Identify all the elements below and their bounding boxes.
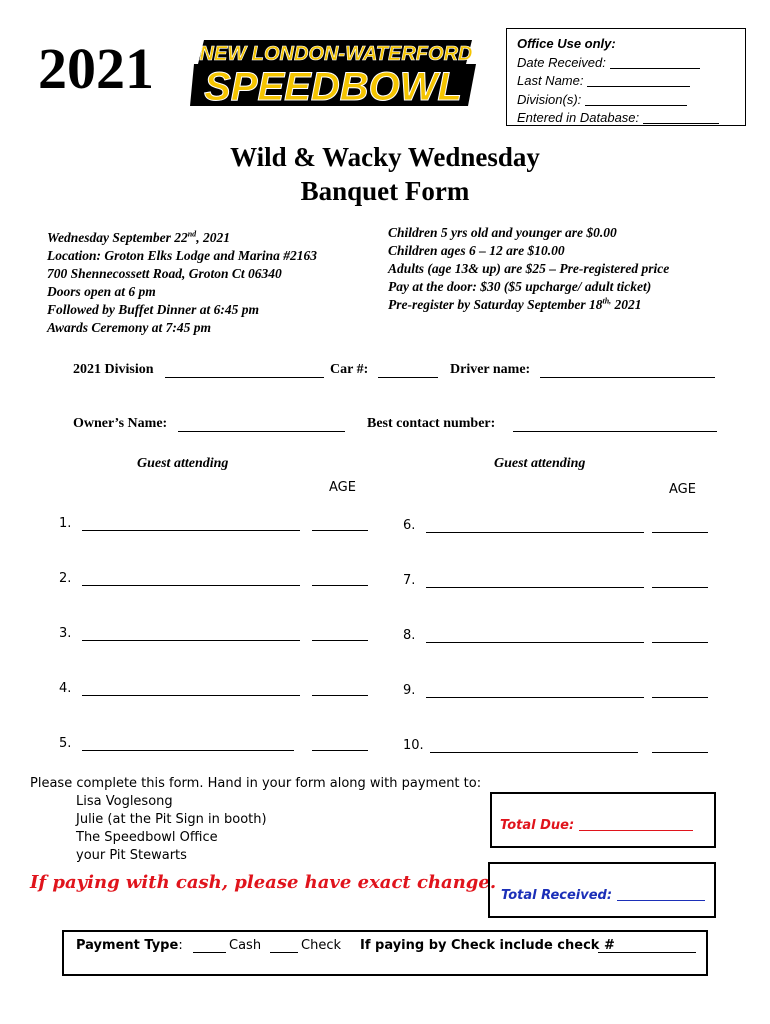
payment-type-label: Payment Type bbox=[76, 938, 179, 953]
entered-label: Entered in Database: bbox=[517, 110, 640, 125]
guest-name-field[interactable] bbox=[426, 642, 644, 643]
last-name-row bbox=[517, 72, 735, 91]
recipient: The Speedbowl Office bbox=[76, 830, 218, 845]
event-date-sup: nd bbox=[187, 229, 197, 239]
price-children: Children ages 6 – 12 are $10.00 bbox=[388, 243, 565, 258]
form-year: 2021 bbox=[38, 36, 154, 101]
event-date-text: Wednesday September 22 bbox=[47, 230, 188, 245]
guest-name-field[interactable] bbox=[82, 530, 300, 531]
guest-age-field[interactable] bbox=[312, 695, 368, 696]
cash-note: If paying with cash, please have exact change. bbox=[30, 872, 497, 893]
last-name-label: Last Name: bbox=[517, 73, 584, 88]
total-due-label: Total Due: bbox=[500, 818, 575, 833]
prereg-sup: th, bbox=[602, 296, 612, 306]
instructions bbox=[30, 775, 481, 865]
guest-name-field[interactable] bbox=[82, 585, 300, 586]
car-field[interactable] bbox=[378, 377, 438, 378]
divisions-row bbox=[517, 91, 735, 110]
logo-line2: SPEEDBOWL bbox=[204, 65, 462, 108]
pricing-info bbox=[388, 224, 669, 314]
guest-age-field[interactable] bbox=[652, 587, 708, 588]
guest-number: 7. bbox=[403, 573, 416, 588]
guest-age-field[interactable] bbox=[312, 640, 368, 641]
total-received-label: Total Received: bbox=[501, 888, 613, 903]
guest-number: 6. bbox=[403, 518, 416, 533]
division-label: 2021 Division bbox=[73, 362, 154, 377]
check-number-field[interactable] bbox=[598, 952, 696, 953]
age-heading-left: AGE bbox=[329, 480, 356, 495]
check-option: Check bbox=[301, 938, 341, 953]
guest-age-field[interactable] bbox=[652, 642, 708, 643]
guest-number: 2. bbox=[59, 571, 72, 586]
instructions-intro: Please complete this form. Hand in your form along with payment to: bbox=[30, 776, 482, 791]
price-children-young: Children 5 yrs old and younger are $0.00 bbox=[388, 225, 617, 240]
event-info bbox=[47, 229, 317, 337]
guest-age-field[interactable] bbox=[312, 530, 368, 531]
driver-label: Driver name: bbox=[450, 362, 531, 377]
preregister-deadline bbox=[388, 296, 669, 314]
entered-row bbox=[517, 109, 735, 128]
total-received-field[interactable] bbox=[617, 900, 705, 901]
title-line1: Wild & Wacky Wednesday bbox=[230, 142, 540, 172]
guest-age-field[interactable] bbox=[652, 697, 708, 698]
event-dinner: Followed by Buffet Dinner at 6:45 pm bbox=[47, 302, 260, 317]
total-due-row bbox=[500, 818, 693, 833]
title-line2: Banquet Form bbox=[300, 176, 470, 206]
check-number-label: If paying by Check include check # bbox=[360, 938, 615, 953]
guest-number: 5. bbox=[59, 736, 72, 751]
guest-number: 4. bbox=[59, 681, 72, 696]
price-door: Pay at the door: $30 ($5 upcharge/ adult ticket) bbox=[388, 279, 652, 294]
guest-age-field[interactable] bbox=[652, 752, 708, 753]
guest-name-field[interactable] bbox=[426, 697, 644, 698]
event-awards: Awards Ceremony at 7:45 pm bbox=[47, 320, 212, 335]
event-address: 700 Shennecossett Road, Groton Ct 06340 bbox=[47, 266, 282, 281]
owner-label: Owner’s Name: bbox=[73, 416, 168, 431]
guest-name-field[interactable] bbox=[82, 695, 300, 696]
prereg-year: 2021 bbox=[611, 297, 642, 312]
price-adults: Adults (age 13& up) are $25 – Pre-registered price bbox=[388, 261, 670, 276]
speedbowl-logo bbox=[190, 34, 480, 108]
divisions-label: Division(s): bbox=[517, 91, 582, 107]
payment-type-colon: : bbox=[178, 938, 183, 953]
form-title bbox=[0, 140, 770, 208]
guest-heading-left: Guest attending bbox=[137, 456, 229, 471]
cash-checkbox-line[interactable] bbox=[193, 952, 226, 953]
guest-name-field[interactable] bbox=[82, 640, 300, 641]
guest-number: 1. bbox=[59, 516, 72, 531]
division-field[interactable] bbox=[165, 377, 324, 378]
age-heading-right: AGE bbox=[669, 482, 696, 497]
car-label: Car #: bbox=[330, 362, 369, 377]
payment-type bbox=[76, 938, 183, 953]
guest-age-field[interactable] bbox=[652, 532, 708, 533]
contact-label: Best contact number: bbox=[367, 416, 496, 431]
date-received-label: Date Received: bbox=[517, 54, 606, 70]
guest-age-field[interactable] bbox=[312, 750, 368, 751]
guest-number: 9. bbox=[403, 683, 416, 698]
divisions-field[interactable] bbox=[585, 105, 687, 106]
guest-name-field[interactable] bbox=[82, 750, 294, 751]
check-checkbox-line[interactable] bbox=[270, 952, 298, 953]
logo-line1: NEW LONDON-WATERFORD bbox=[199, 43, 473, 65]
owner-field[interactable] bbox=[178, 431, 345, 432]
last-name-field[interactable] bbox=[587, 86, 690, 87]
entered-field[interactable] bbox=[643, 123, 719, 124]
event-location: Location: Groton Elks Lodge and Marina #2163 bbox=[47, 248, 318, 263]
contact-field[interactable] bbox=[513, 431, 717, 432]
payment-box bbox=[62, 930, 708, 976]
driver-field[interactable] bbox=[540, 377, 715, 378]
prereg-text: Pre-register by Saturday September 18 bbox=[388, 297, 603, 312]
recipient: your Pit Stewarts bbox=[76, 848, 187, 863]
guest-number: 8. bbox=[403, 628, 416, 643]
office-use-box bbox=[506, 28, 746, 126]
recipient: Julie (at the Pit Sign in booth) bbox=[76, 812, 267, 827]
total-received-row bbox=[501, 888, 705, 903]
guest-number: 10. bbox=[403, 738, 424, 753]
guest-name-field[interactable] bbox=[426, 532, 644, 533]
guest-name-field[interactable] bbox=[430, 752, 638, 753]
office-use-heading: Office Use only: bbox=[517, 36, 616, 51]
event-date-year: , 2021 bbox=[196, 230, 230, 245]
event-date bbox=[47, 229, 317, 247]
guest-age-field[interactable] bbox=[312, 585, 368, 586]
cash-option: Cash bbox=[229, 938, 262, 953]
total-due-field[interactable] bbox=[579, 830, 693, 831]
guest-heading-right: Guest attending bbox=[494, 456, 586, 471]
date-received-field[interactable] bbox=[610, 68, 700, 69]
guest-name-field[interactable] bbox=[426, 587, 644, 588]
recipient: Lisa Voglesong bbox=[76, 794, 173, 809]
guest-number: 3. bbox=[59, 626, 72, 641]
date-received-row bbox=[517, 54, 735, 73]
event-doors: Doors open at 6 pm bbox=[47, 284, 156, 299]
